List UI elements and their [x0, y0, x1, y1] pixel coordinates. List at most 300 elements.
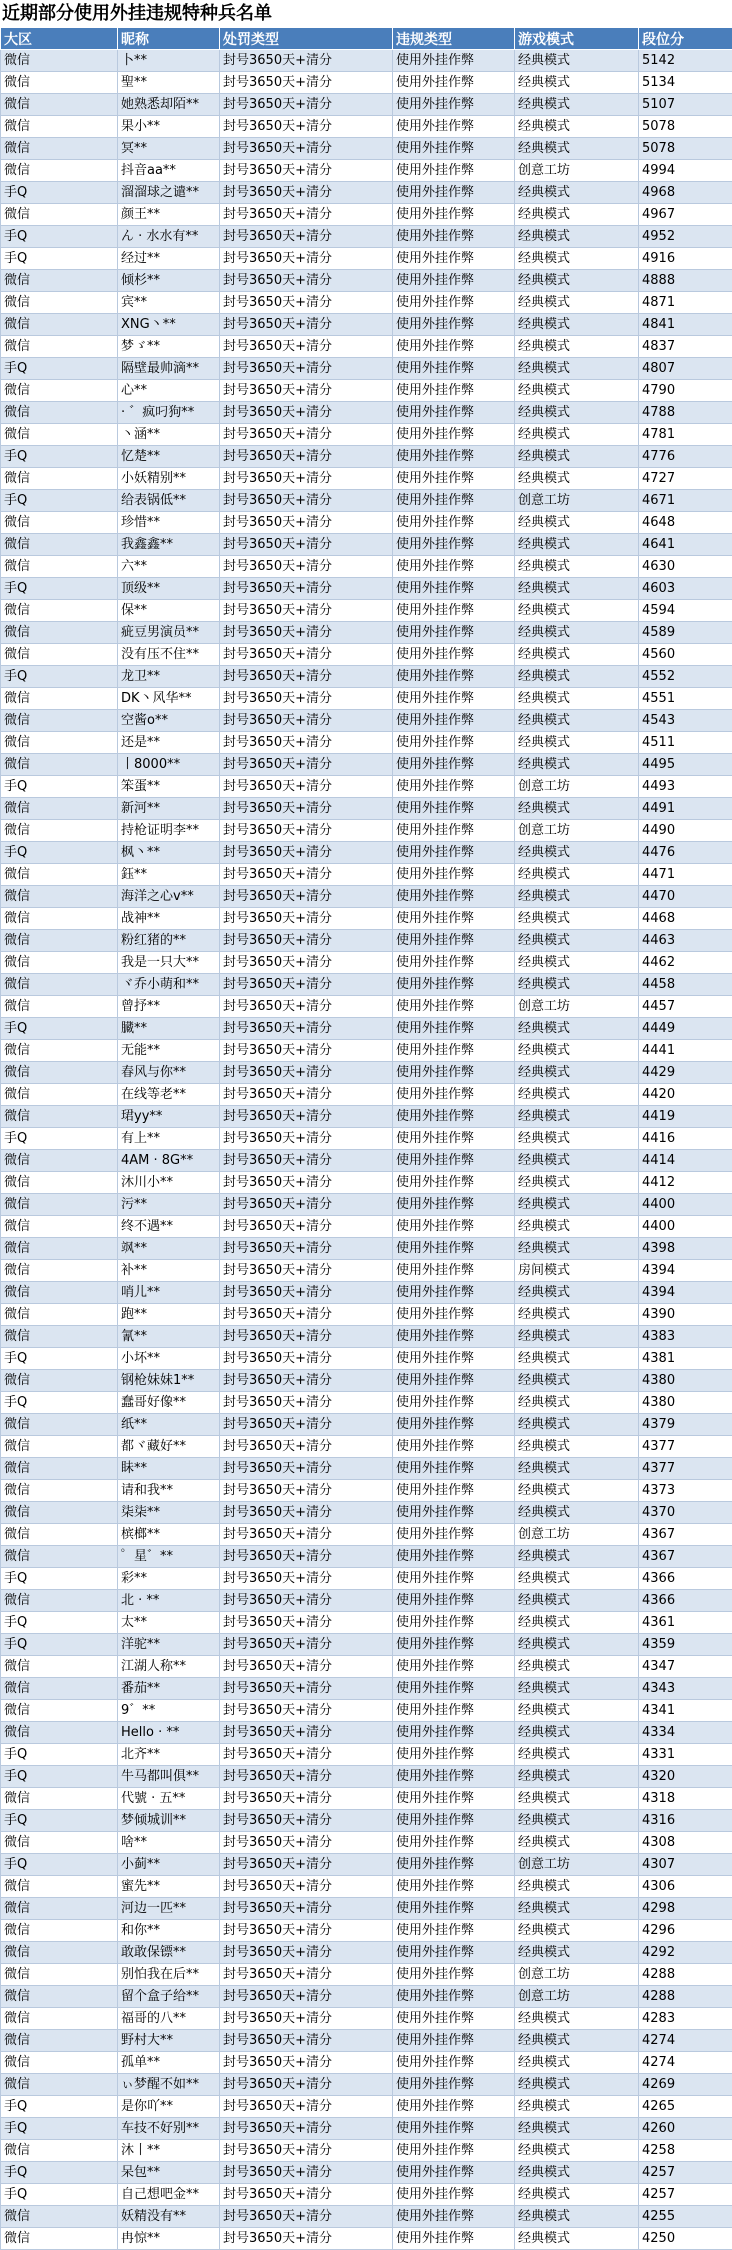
cell-region: 微信	[1, 798, 118, 820]
cell-region: 微信	[1, 688, 118, 710]
cell-region: 手Q	[1, 1744, 118, 1766]
cell-rank-score: 4420	[639, 1084, 732, 1106]
cell-rank-score: 4347	[639, 1656, 732, 1678]
cell-region: 微信	[1, 72, 118, 94]
cell-game-mode: 经典模式	[515, 1788, 639, 1810]
table-row	[1, 226, 732, 248]
cell-region: 手Q	[1, 490, 118, 512]
cell-region: 手Q	[1, 1348, 118, 1370]
cell-game-mode: 经典模式	[515, 1942, 639, 1964]
cell-penalty-type: 封号3650天+清分	[220, 754, 393, 776]
cell-game-mode: 经典模式	[515, 908, 639, 930]
cell-region: 微信	[1, 930, 118, 952]
cell-region: 微信	[1, 2074, 118, 2096]
cell-violation-type: 使用外挂作弊	[393, 996, 515, 1018]
table-row	[1, 94, 732, 116]
cell-rank-score: 4511	[639, 732, 732, 754]
cell-rank-score: 4400	[639, 1216, 732, 1238]
cell-violation-type: 使用外挂作弊	[393, 1678, 515, 1700]
cell-rank-score: 4412	[639, 1172, 732, 1194]
cell-violation-type: 使用外挂作弊	[393, 842, 515, 864]
cell-penalty-type: 封号3650天+清分	[220, 710, 393, 732]
table-row	[1, 1040, 732, 1062]
cell-penalty-type: 封号3650天+清分	[220, 1942, 393, 1964]
cell-region: 微信	[1, 2030, 118, 2052]
cell-nickname: 和你**	[118, 1920, 220, 1942]
table-row	[1, 1084, 732, 1106]
table-row	[1, 1194, 732, 1216]
cell-penalty-type: 封号3650天+清分	[220, 1106, 393, 1128]
cell-game-mode: 经典模式	[515, 2162, 639, 2184]
table-row	[1, 1238, 732, 1260]
cell-penalty-type: 封号3650天+清分	[220, 776, 393, 798]
cell-penalty-type: 封号3650天+清分	[220, 226, 393, 248]
cell-nickname: 曾抒**	[118, 996, 220, 1018]
cell-nickname: ん · 水水有**	[118, 226, 220, 248]
cell-region: 微信	[1, 1458, 118, 1480]
cell-game-mode: 经典模式	[515, 2140, 639, 2162]
cell-region: 微信	[1, 1590, 118, 1612]
table-row	[1, 1678, 732, 1700]
cell-nickname: 新河**	[118, 798, 220, 820]
cell-region: 微信	[1, 270, 118, 292]
table-row	[1, 864, 732, 886]
cell-rank-score: 4641	[639, 534, 732, 556]
table-row	[1, 1150, 732, 1172]
cell-rank-score: 4308	[639, 1832, 732, 1854]
cell-penalty-type: 封号3650天+清分	[220, 1876, 393, 1898]
cell-game-mode: 经典模式	[515, 1370, 639, 1392]
cell-game-mode: 经典模式	[515, 2118, 639, 2140]
cell-nickname: ゜星゛**	[118, 1546, 220, 1568]
cell-region: 微信	[1, 1414, 118, 1436]
cell-penalty-type: 封号3650天+清分	[220, 2140, 393, 2162]
cell-rank-score: 4781	[639, 424, 732, 446]
table-row	[1, 380, 732, 402]
cell-nickname: 呆包**	[118, 2162, 220, 2184]
cell-penalty-type: 封号3650天+清分	[220, 1480, 393, 1502]
table-row	[1, 1942, 732, 1964]
cell-nickname: 牛马都叫俱**	[118, 1766, 220, 1788]
cell-rank-score: 4283	[639, 2008, 732, 2030]
cell-violation-type: 使用外挂作弊	[393, 886, 515, 908]
cell-region: 微信	[1, 1238, 118, 1260]
cell-penalty-type: 封号3650天+清分	[220, 600, 393, 622]
cell-game-mode: 经典模式	[515, 886, 639, 908]
cell-region: 微信	[1, 556, 118, 578]
cell-violation-type: 使用外挂作弊	[393, 446, 515, 468]
cell-penalty-type: 封号3650天+清分	[220, 1128, 393, 1150]
cell-penalty-type: 封号3650天+清分	[220, 1546, 393, 1568]
cell-penalty-type: 封号3650天+清分	[220, 1810, 393, 1832]
cell-game-mode: 经典模式	[515, 1172, 639, 1194]
cell-nickname: 宾**	[118, 292, 220, 314]
table-row	[1, 754, 732, 776]
cell-violation-type: 使用外挂作弊	[393, 1260, 515, 1282]
cell-violation-type: 使用外挂作弊	[393, 2206, 515, 2228]
cell-region: 微信	[1, 1876, 118, 1898]
cell-nickname: 梦ゞ**	[118, 336, 220, 358]
header-game-mode: 游戏模式	[515, 28, 639, 50]
cell-game-mode: 经典模式	[515, 292, 639, 314]
cell-rank-score: 4331	[639, 1744, 732, 1766]
cell-violation-type: 使用外挂作弊	[393, 94, 515, 116]
cell-region: 手Q	[1, 182, 118, 204]
cell-nickname: 粉红猪的**	[118, 930, 220, 952]
cell-region: 微信	[1, 1436, 118, 1458]
cell-rank-score: 4265	[639, 2096, 732, 2118]
cell-region: 微信	[1, 1722, 118, 1744]
cell-violation-type: 使用外挂作弊	[393, 1854, 515, 1876]
cell-rank-score: 4416	[639, 1128, 732, 1150]
cell-nickname: 槟榔**	[118, 1524, 220, 1546]
cell-nickname: 是你吖**	[118, 2096, 220, 2118]
table-header-row	[1, 28, 732, 50]
cell-game-mode: 创意工坊	[515, 820, 639, 842]
cell-rank-score: 4377	[639, 1436, 732, 1458]
cell-region: 微信	[1, 1370, 118, 1392]
cell-penalty-type: 封号3650天+清分	[220, 732, 393, 754]
cell-penalty-type: 封号3650天+清分	[220, 1348, 393, 1370]
cell-nickname: 哨儿**	[118, 1282, 220, 1304]
cell-rank-score: 4495	[639, 754, 732, 776]
cell-rank-score: 4306	[639, 1876, 732, 1898]
cell-game-mode: 经典模式	[515, 842, 639, 864]
cell-rank-score: 4380	[639, 1370, 732, 1392]
cell-penalty-type: 封号3650天+清分	[220, 1084, 393, 1106]
cell-penalty-type: 封号3650天+清分	[220, 2030, 393, 2052]
cell-region: 微信	[1, 1106, 118, 1128]
cell-region: 微信	[1, 204, 118, 226]
cell-region: 手Q	[1, 1810, 118, 1832]
cell-rank-score: 4320	[639, 1766, 732, 1788]
cell-rank-score: 4341	[639, 1700, 732, 1722]
cell-game-mode: 经典模式	[515, 1700, 639, 1722]
cell-nickname: 番茄**	[118, 1678, 220, 1700]
cell-region: 微信	[1, 1524, 118, 1546]
cell-violation-type: 使用外挂作弊	[393, 1062, 515, 1084]
table-row	[1, 1964, 732, 1986]
cell-rank-score: 4414	[639, 1150, 732, 1172]
cell-penalty-type: 封号3650天+清分	[220, 1282, 393, 1304]
cell-rank-score: 4343	[639, 1678, 732, 1700]
table-row	[1, 798, 732, 820]
cell-penalty-type: 封号3650天+清分	[220, 2118, 393, 2140]
cell-penalty-type: 封号3650天+清分	[220, 2228, 393, 2250]
cell-region: 微信	[1, 820, 118, 842]
cell-penalty-type: 封号3650天+清分	[220, 2162, 393, 2184]
cell-violation-type: 使用外挂作弊	[393, 688, 515, 710]
cell-game-mode: 经典模式	[515, 710, 639, 732]
cell-game-mode: 经典模式	[515, 314, 639, 336]
cell-rank-score: 4258	[639, 2140, 732, 2162]
cell-region: 微信	[1, 710, 118, 732]
table-row	[1, 2030, 732, 2052]
cell-region: 微信	[1, 138, 118, 160]
cell-nickname: XNG丶**	[118, 314, 220, 336]
cell-game-mode: 经典模式	[515, 468, 639, 490]
cell-game-mode: 经典模式	[515, 116, 639, 138]
cell-game-mode: 经典模式	[515, 1348, 639, 1370]
table-row	[1, 1876, 732, 1898]
cell-violation-type: 使用外挂作弊	[393, 358, 515, 380]
cell-region: 微信	[1, 402, 118, 424]
table-row	[1, 270, 732, 292]
cell-violation-type: 使用外挂作弊	[393, 1370, 515, 1392]
cell-violation-type: 使用外挂作弊	[393, 248, 515, 270]
cell-penalty-type: 封号3650天+清分	[220, 1216, 393, 1238]
cell-nickname: 心**	[118, 380, 220, 402]
cell-nickname: 太**	[118, 1612, 220, 1634]
cell-violation-type: 使用外挂作弊	[393, 710, 515, 732]
cell-game-mode: 经典模式	[515, 138, 639, 160]
cell-game-mode: 经典模式	[515, 930, 639, 952]
cell-game-mode: 经典模式	[515, 182, 639, 204]
cell-violation-type: 使用外挂作弊	[393, 534, 515, 556]
cell-violation-type: 使用外挂作弊	[393, 1788, 515, 1810]
cell-violation-type: 使用外挂作弊	[393, 50, 515, 72]
cell-nickname: 飒**	[118, 1238, 220, 1260]
cell-rank-score: 4648	[639, 512, 732, 534]
table-row	[1, 468, 732, 490]
cell-game-mode: 经典模式	[515, 1546, 639, 1568]
cell-game-mode: 经典模式	[515, 1238, 639, 1260]
cell-game-mode: 经典模式	[515, 358, 639, 380]
cell-nickname: 珺yy**	[118, 1106, 220, 1128]
cell-penalty-type: 封号3650天+清分	[220, 886, 393, 908]
cell-penalty-type: 封号3650天+清分	[220, 1788, 393, 1810]
cell-region: 微信	[1, 2052, 118, 2074]
cell-violation-type: 使用外挂作弊	[393, 1326, 515, 1348]
cell-penalty-type: 封号3650天+清分	[220, 72, 393, 94]
cell-violation-type: 使用外挂作弊	[393, 1304, 515, 1326]
cell-game-mode: 经典模式	[515, 1678, 639, 1700]
cell-nickname: 她熟悉却陌**	[118, 94, 220, 116]
cell-game-mode: 经典模式	[515, 1304, 639, 1326]
cell-penalty-type: 封号3650天+清分	[220, 94, 393, 116]
cell-nickname: 代號 · 五**	[118, 1788, 220, 1810]
cell-region: 微信	[1, 534, 118, 556]
cell-rank-score: 4359	[639, 1634, 732, 1656]
cell-game-mode: 经典模式	[515, 1722, 639, 1744]
cell-nickname: 彩**	[118, 1568, 220, 1590]
cell-penalty-type: 封号3650天+清分	[220, 1458, 393, 1480]
cell-rank-score: 4468	[639, 908, 732, 930]
cell-penalty-type: 封号3650天+清分	[220, 2184, 393, 2206]
cell-rank-score: 4298	[639, 1898, 732, 1920]
cell-nickname: 枫丶**	[118, 842, 220, 864]
cell-rank-score: 4260	[639, 2118, 732, 2140]
cell-penalty-type: 封号3650天+清分	[220, 820, 393, 842]
cell-penalty-type: 封号3650天+清分	[220, 1634, 393, 1656]
cell-region: 手Q	[1, 1612, 118, 1634]
cell-nickname: 忆楚**	[118, 446, 220, 468]
cell-region: 微信	[1, 644, 118, 666]
cell-rank-score: 4871	[639, 292, 732, 314]
cell-penalty-type: 封号3650天+清分	[220, 1656, 393, 1678]
cell-game-mode: 房间模式	[515, 1260, 639, 1282]
cell-penalty-type: 封号3650天+清分	[220, 1414, 393, 1436]
cell-region: 微信	[1, 314, 118, 336]
table-row	[1, 1546, 732, 1568]
table-row	[1, 1260, 732, 1282]
cell-penalty-type: 封号3650天+清分	[220, 1722, 393, 1744]
cell-violation-type: 使用外挂作弊	[393, 1194, 515, 1216]
table-row	[1, 138, 732, 160]
cell-rank-score: 4841	[639, 314, 732, 336]
cell-game-mode: 经典模式	[515, 270, 639, 292]
cell-rank-score: 4274	[639, 2030, 732, 2052]
table-row	[1, 908, 732, 930]
cell-game-mode: 经典模式	[515, 2096, 639, 2118]
cell-region: 微信	[1, 600, 118, 622]
cell-region: 手Q	[1, 2118, 118, 2140]
cell-nickname: 经过**	[118, 248, 220, 270]
cell-region: 手Q	[1, 1568, 118, 1590]
cell-violation-type: 使用外挂作弊	[393, 512, 515, 534]
cell-penalty-type: 封号3650天+清分	[220, 248, 393, 270]
cell-penalty-type: 封号3650天+清分	[220, 974, 393, 996]
table-row	[1, 1634, 732, 1656]
cell-nickname: 海洋之心v**	[118, 886, 220, 908]
cell-rank-score: 4552	[639, 666, 732, 688]
cell-nickname: 小妖精别**	[118, 468, 220, 490]
cell-penalty-type: 封号3650天+清分	[220, 666, 393, 688]
cell-nickname: 小坏**	[118, 1348, 220, 1370]
cell-rank-score: 4292	[639, 1942, 732, 1964]
cell-region: 手Q	[1, 1634, 118, 1656]
cell-nickname: 在线等老**	[118, 1084, 220, 1106]
cell-violation-type: 使用外挂作弊	[393, 116, 515, 138]
cell-violation-type: 使用外挂作弊	[393, 754, 515, 776]
cell-rank-score: 4400	[639, 1194, 732, 1216]
header-violation-type: 违规类型	[393, 28, 515, 50]
cell-region: 微信	[1, 116, 118, 138]
cell-violation-type: 使用外挂作弊	[393, 138, 515, 160]
cell-game-mode: 经典模式	[515, 248, 639, 270]
cell-region: 微信	[1, 1084, 118, 1106]
cell-penalty-type: 封号3650天+清分	[220, 1920, 393, 1942]
table-row	[1, 600, 732, 622]
cell-game-mode: 经典模式	[515, 1106, 639, 1128]
cell-region: 微信	[1, 94, 118, 116]
cell-penalty-type: 封号3650天+清分	[220, 534, 393, 556]
cell-region: 微信	[1, 996, 118, 1018]
cell-nickname: 有上**	[118, 1128, 220, 1150]
cell-violation-type: 使用外挂作弊	[393, 1348, 515, 1370]
cell-nickname: 氰**	[118, 1326, 220, 1348]
cell-rank-score: 4383	[639, 1326, 732, 1348]
cell-nickname: 春风与你**	[118, 1062, 220, 1084]
cell-rank-score: 4390	[639, 1304, 732, 1326]
cell-region: 手Q	[1, 776, 118, 798]
cell-nickname: 眛**	[118, 1458, 220, 1480]
table-row	[1, 2074, 732, 2096]
table-row	[1, 1986, 732, 2008]
cell-nickname: 梦倾城训**	[118, 1810, 220, 1832]
table-row	[1, 512, 732, 534]
cell-rank-score: 4630	[639, 556, 732, 578]
cell-game-mode: 经典模式	[515, 1612, 639, 1634]
cell-game-mode: 经典模式	[515, 1876, 639, 1898]
table-row	[1, 446, 732, 468]
header-penalty-type: 处罚类型	[220, 28, 393, 50]
cell-violation-type: 使用外挂作弊	[393, 226, 515, 248]
cell-game-mode: 经典模式	[515, 1040, 639, 1062]
cell-penalty-type: 封号3650天+清分	[220, 798, 393, 820]
table-row	[1, 2206, 732, 2228]
cell-violation-type: 使用外挂作弊	[393, 1150, 515, 1172]
cell-game-mode: 经典模式	[515, 2052, 639, 2074]
cell-penalty-type: 封号3650天+清分	[220, 842, 393, 864]
cell-violation-type: 使用外挂作弊	[393, 1524, 515, 1546]
cell-region: 手Q	[1, 248, 118, 270]
cell-region: 手Q	[1, 446, 118, 468]
table-row	[1, 2052, 732, 2074]
table-row	[1, 1128, 732, 1150]
table-row	[1, 1326, 732, 1348]
cell-nickname: 卜**	[118, 50, 220, 72]
cell-region: 微信	[1, 1920, 118, 1942]
cell-region: 微信	[1, 1656, 118, 1678]
cell-region: 手Q	[1, 578, 118, 600]
cell-penalty-type: 封号3650天+清分	[220, 2074, 393, 2096]
table-row	[1, 820, 732, 842]
cell-penalty-type: 封号3650天+清分	[220, 644, 393, 666]
cell-rank-score: 4807	[639, 358, 732, 380]
table-row	[1, 1920, 732, 1942]
cell-penalty-type: 封号3650天+清分	[220, 380, 393, 402]
cell-nickname: 给表锅低**	[118, 490, 220, 512]
table-row	[1, 1744, 732, 1766]
cell-region: 手Q	[1, 2096, 118, 2118]
cell-violation-type: 使用外挂作弊	[393, 1282, 515, 1304]
cell-violation-type: 使用外挂作弊	[393, 402, 515, 424]
cell-violation-type: 使用外挂作弊	[393, 1744, 515, 1766]
cell-region: 手Q	[1, 666, 118, 688]
cell-violation-type: 使用外挂作弊	[393, 336, 515, 358]
cell-nickname: 福哥的八**	[118, 2008, 220, 2030]
cell-region: 微信	[1, 952, 118, 974]
cell-nickname: 冉惊**	[118, 2228, 220, 2250]
cell-region: 手Q	[1, 842, 118, 864]
cell-violation-type: 使用外挂作弊	[393, 292, 515, 314]
cell-game-mode: 经典模式	[515, 1766, 639, 1788]
cell-game-mode: 创意工坊	[515, 1986, 639, 2008]
cell-penalty-type: 封号3650天+清分	[220, 996, 393, 1018]
table-row	[1, 1766, 732, 1788]
cell-nickname: 沐川小**	[118, 1172, 220, 1194]
cell-nickname: 钢枪妹妹1**	[118, 1370, 220, 1392]
cell-region: 微信	[1, 1326, 118, 1348]
cell-game-mode: 经典模式	[515, 204, 639, 226]
cell-rank-score: 4318	[639, 1788, 732, 1810]
cell-penalty-type: 封号3650天+清分	[220, 1744, 393, 1766]
cell-penalty-type: 封号3650天+清分	[220, 908, 393, 930]
cell-nickname: 跑**	[118, 1304, 220, 1326]
cell-rank-score: 4471	[639, 864, 732, 886]
cell-violation-type: 使用外挂作弊	[393, 556, 515, 578]
cell-game-mode: 经典模式	[515, 952, 639, 974]
cell-game-mode: 创意工坊	[515, 776, 639, 798]
cell-penalty-type: 封号3650天+清分	[220, 2096, 393, 2118]
cell-penalty-type: 封号3650天+清分	[220, 402, 393, 424]
table-row	[1, 842, 732, 864]
table-row	[1, 50, 732, 72]
cell-penalty-type: 封号3650天+清分	[220, 864, 393, 886]
cell-nickname: 终不遇**	[118, 1216, 220, 1238]
cell-game-mode: 经典模式	[515, 1018, 639, 1040]
